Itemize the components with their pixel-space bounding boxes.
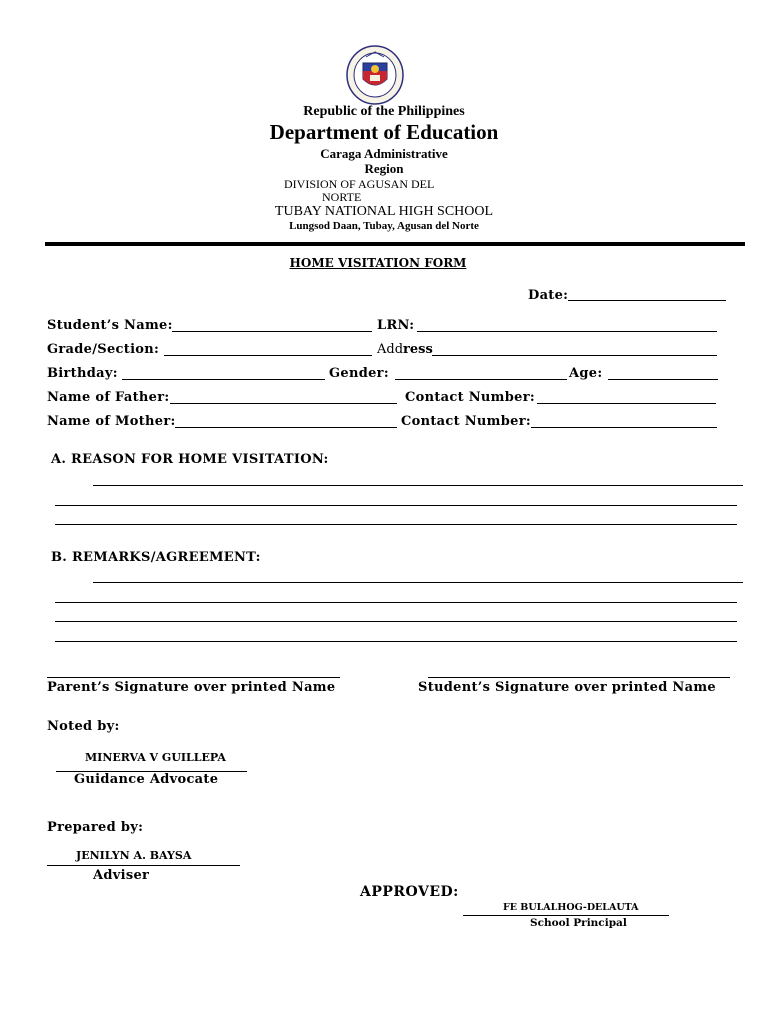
republic-line: Republic of the Philippines <box>303 104 465 119</box>
address-label-part-b: ress <box>403 342 433 357</box>
approved-line <box>463 915 669 916</box>
age-field[interactable] <box>608 379 718 380</box>
reason-line-3[interactable] <box>55 524 737 525</box>
prepared-by-title: Adviser <box>93 868 150 883</box>
student-name-field[interactable] <box>172 331 372 332</box>
address-label-part-a: Add <box>377 342 404 357</box>
noted-by-label: Noted by: <box>47 719 120 734</box>
lrn-label: LRN: <box>377 318 415 333</box>
date-label: Date: <box>528 288 569 303</box>
address-field[interactable] <box>432 355 717 356</box>
father-name-label: Name of Father: <box>47 390 170 405</box>
approved-label: APPROVED: <box>360 884 459 900</box>
region-line-2: Region <box>364 161 404 176</box>
remarks-line-2[interactable] <box>55 602 737 603</box>
father-contact-label: Contact Number: <box>405 390 535 405</box>
form-title: HOME VISITATION FORM <box>289 256 467 270</box>
noted-by-name: MINERVA V GUILLEPA <box>85 751 226 764</box>
birthday-field[interactable] <box>122 379 325 380</box>
division-line-1: DIVISION OF AGUSAN DEL <box>284 177 435 191</box>
student-signature-label: Student’s Signature over printed Name <box>418 680 716 695</box>
address-label <box>377 342 433 357</box>
header-divider <box>45 242 745 246</box>
remarks-line-1[interactable] <box>93 582 743 583</box>
father-contact-field[interactable] <box>537 403 716 404</box>
prepared-by-label: Prepared by: <box>47 820 144 835</box>
reason-line-1[interactable] <box>93 485 743 486</box>
remarks-line-3[interactable] <box>55 621 737 622</box>
grade-section-label: Grade/Section: <box>47 342 160 357</box>
division-line-2: NORTE <box>322 190 362 204</box>
region-line-1: Caraga Administrative <box>320 146 448 161</box>
reason-section-heading: A. REASON FOR HOME VISITATION: <box>51 452 329 467</box>
approved-title: School Principal <box>530 917 627 929</box>
parent-signature-label: Parent’s Signature over printed Name <box>47 680 336 695</box>
gender-label: Gender: <box>329 366 389 381</box>
parent-signature-line[interactable] <box>47 677 340 678</box>
gender-field[interactable] <box>395 379 567 380</box>
mother-name-field[interactable] <box>175 427 397 428</box>
date-field[interactable] <box>568 300 726 301</box>
remarks-line-4[interactable] <box>55 641 737 642</box>
age-label: Age: <box>569 366 603 381</box>
school-address: Lungsod Daan, Tubay, Agusan del Norte <box>289 220 479 232</box>
reason-line-2[interactable] <box>55 505 737 506</box>
remarks-section-heading: B. REMARKS/AGREEMENT: <box>51 550 261 565</box>
school-name: TUBAY NATIONAL HIGH SCHOOL <box>274 204 494 219</box>
student-name-label: Student’s Name: <box>47 318 173 333</box>
department-title: Department of Education <box>269 120 499 144</box>
birthday-label: Birthday: <box>47 366 118 381</box>
father-name-field[interactable] <box>170 403 397 404</box>
mother-contact-label: Contact Number: <box>401 414 531 429</box>
prepared-by-line <box>47 865 240 866</box>
deped-seal <box>346 45 404 105</box>
prepared-by-name: JENILYN A. BAYSA <box>76 849 192 862</box>
noted-by-title: Guidance Advocate <box>74 772 219 787</box>
lrn-field[interactable] <box>417 331 717 332</box>
student-signature-line[interactable] <box>428 677 730 678</box>
approved-name: FE BULALHOG-DELAUTA <box>503 902 639 913</box>
mother-contact-field[interactable] <box>531 427 717 428</box>
grade-section-field[interactable] <box>164 355 372 356</box>
mother-name-label: Name of Mother: <box>47 414 176 429</box>
